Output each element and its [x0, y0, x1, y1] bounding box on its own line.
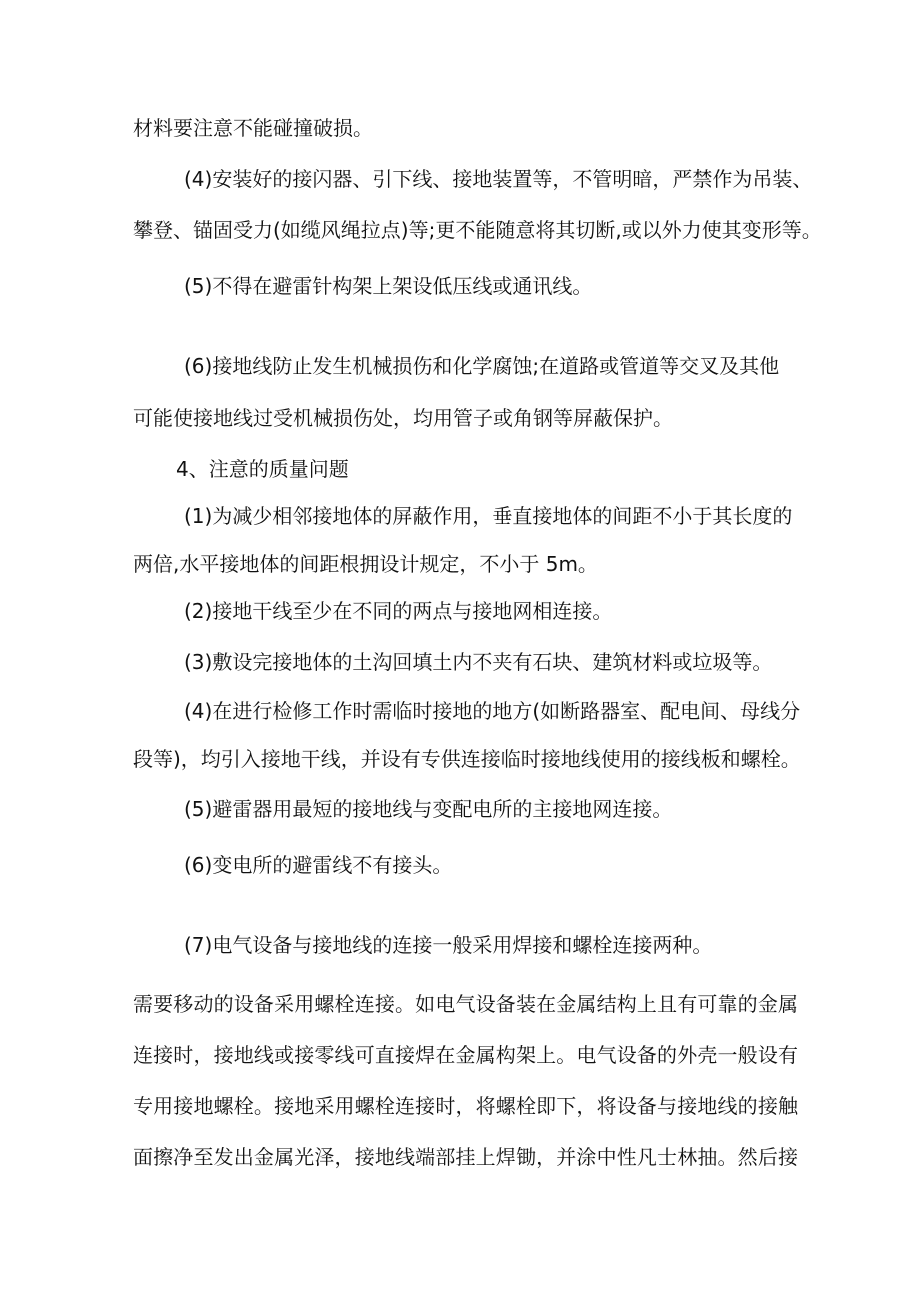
text-line-6: 可能使接地线过受机械损伤处，均用管子或角钢等屏蔽保护。	[133, 406, 673, 430]
section-heading: 4、注意的质量问题	[176, 457, 349, 481]
text-line-20: 面擦净至发出金属光泽，接地线端部挂上焊锄，并涂中性凡士林抽。然后接	[133, 1145, 798, 1169]
text-line-8: (1)为减少相邻接地体的屏蔽作用，垂直接地体的间距不小于其长度的	[184, 504, 793, 528]
text-line-13: 段等)，均引入接地干线，并设有专供连接临时接地线使用的接线板和螺栓。	[133, 747, 801, 771]
text-line-16: (7)电气设备与接地线的连接一般采用焊接和螺栓连接两种。	[184, 933, 713, 957]
text-line-19: 专用接地螺栓。接地采用螺栓连接时，将螺栓即下，将设备与接地线的接触	[133, 1094, 798, 1118]
text-line-18: 连接时，接地线或接零线可直接焊在金属构架上。电气设备的外壳一般设有	[133, 1043, 798, 1067]
text-line-1: 材料要注意不能碰撞破损。	[133, 116, 373, 140]
text-line-10: (2)接地干线至少在不同的两点与接地网相连接。	[184, 599, 613, 623]
text-line-17: 需要移动的设备采用螺栓连接。如电气设备装在金属结构上且有可靠的金属	[133, 992, 798, 1016]
text-line-2: (4)安装好的接闪器、引下线、接地装置等，不管明暗，严禁作为吊装、	[184, 167, 813, 191]
text-line-9: 两倍,水平接地体的间距根拥设计规定，不小于 5m。	[133, 552, 598, 576]
text-line-14: (5)避雷器用最短的接地线与变配电所的主接地网连接。	[184, 797, 673, 821]
text-line-12: (4)在进行检修工作时需临时接地的地方(如断路器室、配电间、母线分	[184, 699, 801, 723]
text-line-5: (6)接地线防止发生机械损伤和化学腐蚀;在道路或管道等交叉及其他	[184, 354, 780, 378]
text-line-11: (3)敷设完接地体的土沟回填土内不夹有石块、建筑材料或垃圾等。	[184, 650, 773, 674]
text-line-4: (5)不得在避雷针构架上架设低压线或通讯线。	[184, 274, 593, 298]
text-line-3: 攀登、锚固受力(如缆风绳拉点)等;更不能随意将其切断,或以外力使其变形等。	[133, 218, 822, 242]
text-line-15: (6)变电所的避雷线不有接头。	[184, 853, 453, 877]
